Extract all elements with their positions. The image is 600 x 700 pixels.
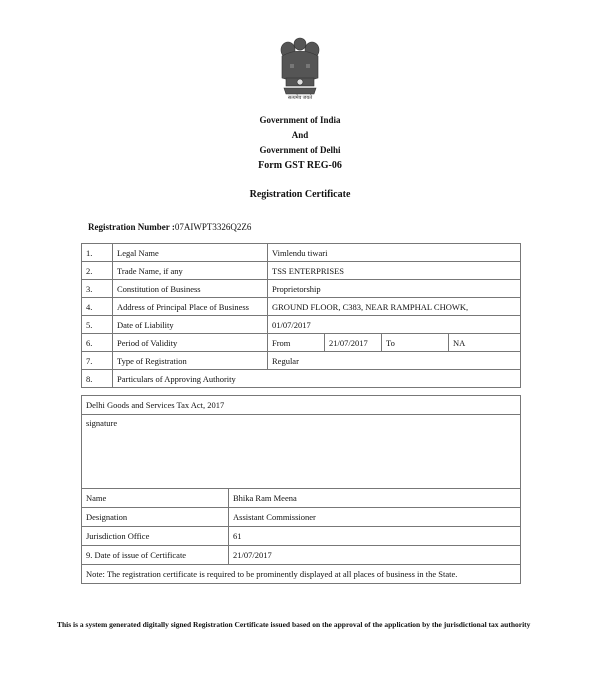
table-row (82, 352, 521, 370)
trade-name-value: TSS ENTERPRISES (268, 262, 521, 280)
table-row (82, 508, 521, 527)
legal-name-value: Vimlendu tiwari (268, 244, 521, 262)
certificate-title: Registration Certificate (249, 189, 351, 200)
approving-authority-table (81, 395, 521, 584)
act-name: Delhi Goods and Services Tax Act, 2017 (82, 396, 521, 415)
jurisdiction-office-value: 61 (229, 527, 521, 546)
authority-name-label: Name (82, 489, 229, 508)
validity-to-label: To (382, 334, 449, 352)
header-line-government-of-india: Government of India (259, 115, 341, 125)
row-number: 3. (82, 280, 113, 298)
registration-number-value: 07AIWPT3326Q2Z6 (174, 222, 252, 232)
row-number: 1. (82, 244, 113, 262)
issue-date-value: 21/07/2017 (229, 546, 521, 565)
row-label: Period of Validity (113, 334, 268, 352)
row-label: Constitution of Business (113, 280, 268, 298)
row-label: Trade Name, if any (113, 262, 268, 280)
registration-type-value: Regular (268, 352, 521, 370)
row-number: 5. (82, 316, 113, 334)
table-row (82, 527, 521, 546)
table-row (82, 415, 521, 489)
row-number: 7. (82, 352, 113, 370)
row-label: Date of Liability (113, 316, 268, 334)
designation-value: Assistant Commissioner (229, 508, 521, 527)
registration-number (88, 222, 251, 232)
display-note: Note: The registration certificate is required to be prominently displayed at all places of business in the State. (82, 565, 521, 584)
table-row (82, 396, 521, 415)
row-label: Type of Registration (113, 352, 268, 370)
form-title: Form GST REG-06 (258, 160, 342, 171)
table-row (82, 546, 521, 565)
issue-date-label: 9. Date of issue of Certificate (82, 546, 229, 565)
row-number: 4. (82, 298, 113, 316)
authority-name-value: Bhika Ram Meena (229, 489, 521, 508)
validity-from-label: From (268, 334, 325, 352)
table-row (82, 370, 521, 388)
table-row (82, 298, 521, 316)
row-number: 8. (82, 370, 113, 388)
row-number: 2. (82, 262, 113, 280)
validity-from-value: 21/07/2017 (325, 334, 382, 352)
table-row (82, 489, 521, 508)
row-label: Legal Name (113, 244, 268, 262)
footer-disclaimer: This is a system generated digitally signed Registration Certificate issued based on the approval of the application by the jurisdictional tax authority (57, 620, 531, 629)
registration-number-label: Registration Number : (88, 222, 175, 232)
header-line-government-of-delhi: Government of Delhi (259, 145, 341, 155)
signature-box: signature (82, 415, 521, 489)
emblem-motto: सत्यमेव जयते (287, 96, 313, 101)
table-row (82, 280, 521, 298)
jurisdiction-office-label: Jurisdiction Office (82, 527, 229, 546)
date-of-liability-value: 01/07/2017 (268, 316, 521, 334)
registration-details-table (81, 243, 521, 388)
row-label: Address of Principal Place of Business (113, 298, 268, 316)
table-row (82, 244, 521, 262)
row-number: 6. (82, 334, 113, 352)
row-label: Particulars of Approving Authority (113, 370, 521, 388)
table-row (82, 565, 521, 584)
constitution-value: Proprietorship (268, 280, 521, 298)
document-header (0, 113, 600, 173)
table-row (82, 262, 521, 280)
designation-label: Designation (82, 508, 229, 527)
header-line-and: And (291, 130, 309, 140)
table-row (82, 316, 521, 334)
address-value: GROUND FLOOR, C383, NEAR RAMPHAL CHOWK, (268, 298, 521, 316)
validity-to-value: NA (449, 334, 521, 352)
table-row (82, 334, 521, 352)
